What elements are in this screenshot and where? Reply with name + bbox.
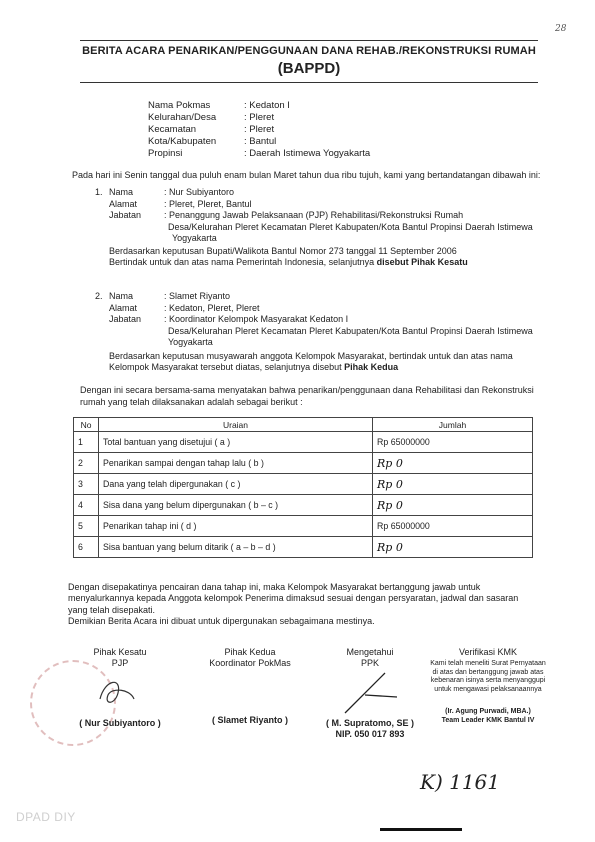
cell-uraian: Penarikan tahap ini ( d ) bbox=[99, 516, 373, 537]
signature-block-mengetahui bbox=[315, 647, 425, 740]
info-key: Propinsi bbox=[148, 148, 183, 159]
cell-uraian: Dana yang telah dipergunakan ( c ) bbox=[99, 474, 373, 495]
cell-jumlah-handwritten: Rp 0 bbox=[373, 537, 533, 558]
field-key: Alamat bbox=[109, 198, 138, 209]
field-key: Nama bbox=[109, 291, 134, 301]
sig-statement: Kami telah meneliti Surat Pernyataan di atas dan bertanggung jawab atas kebenaran isinya serta menyanggupi untuk mengawasi pelaksanaannya bbox=[430, 660, 546, 693]
footer-line bbox=[380, 828, 462, 831]
sig-name: ( M. Supratomo, SE ) bbox=[325, 718, 414, 728]
handwritten-note: K) 1161 bbox=[420, 770, 500, 794]
cell-uraian: Sisa dana yang belum dipergunakan ( b – c ) bbox=[99, 495, 373, 516]
field-value: : Slamet Riyanto bbox=[164, 291, 231, 301]
party-note-text: Bertindak untuk dan atas nama Pemerintah Indonesia, selanjutnya bbox=[109, 257, 377, 267]
info-value: : Daerah Istimewa Yogyakarta bbox=[244, 148, 371, 159]
cell-jumlah-handwritten: Rp 0 bbox=[373, 474, 533, 495]
info-key: Kecamatan bbox=[148, 124, 197, 135]
table-row bbox=[74, 474, 533, 495]
field-value-cont: Desa/Kelurahan Pleret Kecamatan Pleret Kabupaten/Kota Bantul Propinsi Daerah Istimewa bbox=[168, 325, 533, 336]
sig-name: ( Slamet Riyanto ) bbox=[211, 715, 288, 725]
cell-jumlah-handwritten: Rp 0 bbox=[373, 495, 533, 516]
party-designation: disebut Pihak Kesatu bbox=[376, 257, 468, 267]
table-row bbox=[74, 516, 533, 537]
table-row bbox=[74, 453, 533, 474]
info-value: : Kedaton I bbox=[244, 100, 290, 111]
field-key: Jabatan bbox=[109, 314, 142, 324]
party-note-2 bbox=[109, 257, 552, 269]
cell-no: 1 bbox=[74, 432, 99, 453]
col-header-jumlah: Jumlah bbox=[373, 418, 533, 432]
info-key: Kota/Kabupaten bbox=[148, 136, 217, 147]
party-one bbox=[95, 187, 552, 269]
sig-title: Verifikasi KMK bbox=[458, 647, 518, 657]
party-designation: Pihak Kedua bbox=[344, 362, 399, 372]
closing-paragraph-2: Demikian Berita Acara ini dibuat untuk dipergunakan sebagaimana mestinya. bbox=[68, 615, 375, 626]
table-row bbox=[74, 495, 533, 516]
signature-block-pihak-kedua bbox=[190, 647, 310, 726]
info-value: : Pleret bbox=[244, 112, 275, 123]
sig-title: Pihak Kedua bbox=[224, 647, 276, 657]
field-value-cont: Yogyakarta bbox=[168, 337, 213, 347]
sig-name: ( Nur Subiyantoro ) bbox=[79, 718, 161, 728]
cell-no: 2 bbox=[74, 453, 99, 474]
field-value: : Kedaton, Pleret, Pleret bbox=[164, 302, 260, 313]
fund-table bbox=[73, 417, 533, 558]
signature-block-verifikasi bbox=[428, 647, 548, 725]
sig-role: Team Leader KMK Bantul IV bbox=[441, 716, 535, 724]
sig-role: PJP bbox=[111, 658, 129, 668]
col-header-no: No bbox=[74, 418, 99, 432]
closing-text bbox=[68, 582, 538, 627]
signature-block-pihak-kesatu bbox=[60, 647, 180, 729]
field-value: : Koordinator Kelompok Masyarakat Kedaton I bbox=[164, 314, 349, 324]
field-key: Alamat bbox=[109, 302, 138, 313]
title-rule bbox=[80, 82, 538, 83]
page-number: 28 bbox=[555, 24, 567, 34]
pokmas-info bbox=[148, 100, 370, 160]
cell-no: 5 bbox=[74, 516, 99, 537]
party-note-text: Kelompok Masyarakat tersebut diatas, selanjutnya disebut bbox=[109, 362, 345, 372]
sig-title: Pihak Kesatu bbox=[93, 647, 147, 657]
top-rule bbox=[80, 40, 538, 41]
party-number: 1. bbox=[95, 187, 103, 197]
cell-no: 6 bbox=[74, 537, 99, 558]
field-value: : Penanggung Jawab Pelaksanaan (PJP) Rehabilitasi/Rekonstruksi Rumah bbox=[164, 210, 464, 220]
sig-role: Koordinator PokMas bbox=[209, 658, 291, 668]
cell-uraian: Sisa bantuan yang belum ditarik ( a – b – d ) bbox=[99, 537, 373, 558]
info-value: : Pleret bbox=[244, 124, 275, 135]
sig-title: Mengetahui bbox=[346, 647, 394, 657]
table-header-row bbox=[74, 418, 533, 432]
document-title: BERITA ACARA PENARIKAN/PENGGUNAAN DANA REHAB./REKONSTRUKSI RUMAH bbox=[82, 45, 536, 57]
cell-jumlah: Rp 65000000 bbox=[373, 432, 533, 453]
party-note: Berdasarkan keputusan musyawarah anggota Kelompok Masyarakat, bertindak untuk dan atas nama bbox=[109, 350, 513, 361]
signature-scribble bbox=[315, 669, 425, 715]
table-row bbox=[74, 432, 533, 453]
party-note-2 bbox=[109, 362, 548, 374]
cell-uraian: Penarikan sampai dengan tahap lalu ( b ) bbox=[99, 453, 373, 474]
field-value-cont: Yogyakarta bbox=[172, 233, 217, 243]
sig-role: PPK bbox=[360, 658, 379, 668]
document-subtitle: (BAPPD) bbox=[277, 60, 341, 77]
party-number: 2. bbox=[95, 291, 103, 301]
statement-text: Dengan ini secara bersama-sama menyatakan bahwa penarikan/penggunaan dana Rehabilitasi dan Rekonstruksi rumah yang telah dilaksanakan adalah sebagai berikut : bbox=[80, 385, 534, 407]
cell-jumlah-handwritten: Rp 0 bbox=[373, 453, 533, 474]
col-header-uraian: Uraian bbox=[99, 418, 373, 432]
info-key: Kelurahan/Desa bbox=[148, 112, 217, 123]
party-note: Berdasarkan keputusan Bupati/Walikota Bantul Nomor 273 tanggal 11 September 2006 bbox=[109, 245, 457, 256]
field-value: : Nur Subiyantoro bbox=[164, 187, 235, 197]
signature-scribble bbox=[60, 669, 180, 715]
sig-nip: NIP. 050 017 893 bbox=[335, 729, 405, 739]
sig-name: (Ir. Agung Purwadi, MBA.) bbox=[445, 708, 531, 715]
closing-paragraph: Dengan disepakatinya pencairan dana tahap ini, maka Kelompok Masyarakat bertanggung jawab untuk menyalurkannya kepada Anggota kelompok Penerima dimaksud sesuai dengan persyaratan, jadwal dan sasaran yang telah disepakati. bbox=[68, 582, 519, 615]
field-value-cont: Desa/Kelurahan Pleret Kecamatan Pleret Kabupaten/Kota Bantul Propinsi Daerah Istimewa bbox=[168, 221, 533, 232]
cell-jumlah: Rp 65000000 bbox=[373, 516, 533, 537]
cell-no: 4 bbox=[74, 495, 99, 516]
field-key: Nama bbox=[109, 187, 134, 197]
cell-uraian: Total bantuan yang disetujui ( a ) bbox=[99, 432, 373, 453]
info-key: Nama Pokmas bbox=[148, 100, 211, 111]
intro-text: Pada hari ini Senin tanggal dua puluh enam bulan Maret tahun dua ribu tujuh, kami yang bertandatangan dibawah ini: bbox=[72, 170, 541, 180]
info-value: : Bantul bbox=[244, 136, 277, 147]
field-key: Jabatan bbox=[109, 210, 142, 220]
cell-no: 3 bbox=[74, 474, 99, 495]
watermark: DPAD DIY bbox=[16, 810, 76, 824]
field-value: : Pleret, Pleret, Bantul bbox=[164, 198, 252, 209]
party-two bbox=[95, 291, 548, 374]
table-row bbox=[74, 537, 533, 558]
